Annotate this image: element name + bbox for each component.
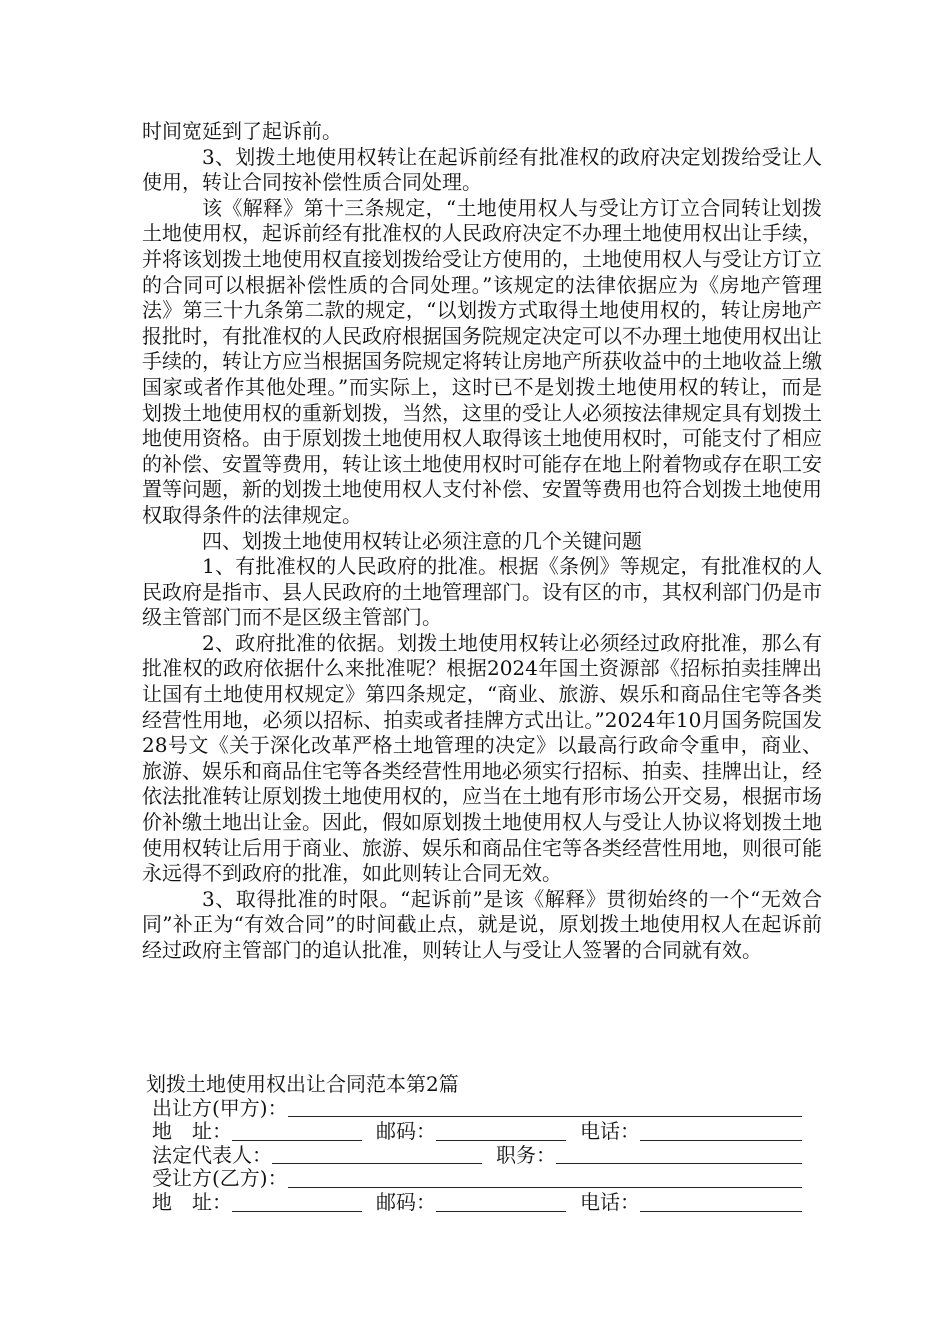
legal-rep-field[interactable] <box>272 1145 482 1164</box>
postcode-field[interactable] <box>436 1122 566 1141</box>
phone-field[interactable] <box>640 1193 802 1212</box>
form-title: 划拨土地使用权出让合同范本第2篇 <box>146 1072 459 1096</box>
transferee-label: 受让方(乙方)： <box>152 1166 288 1191</box>
position-label: 职务： <box>496 1142 556 1167</box>
address-field[interactable] <box>232 1122 362 1141</box>
postcode-label: 邮码： <box>376 1189 436 1214</box>
paragraph: 3、划拨土地使用权转让在起诉前经有批准权的政府决定划拨给受让人使用，转让合同按补偿性质合同处理。 <box>142 144 822 195</box>
transferor-row <box>152 1097 802 1121</box>
address-row-2 <box>152 1191 802 1215</box>
legal-rep-row <box>152 1144 802 1168</box>
legal-rep-label: 法定代表人： <box>152 1142 272 1167</box>
address-row-1 <box>152 1120 802 1144</box>
paragraph: 3、取得批准的时限。“起诉前”是该《解释》贯彻始终的一个“无效合同”补正为“有效合同”的时间截止点，就是说，原划拨土地使用权人在起诉前经过政府主管部门的追认批准，则转让人与受让人签署的合同就有效。 <box>142 886 822 962</box>
form-title-row <box>146 1073 802 1097</box>
transferor-field[interactable] <box>288 1098 802 1117</box>
section-heading: 四、划拨土地使用权转让必须注意的几个关键问题 <box>202 528 642 553</box>
address-field[interactable] <box>232 1193 362 1212</box>
transferee-row <box>152 1167 802 1191</box>
paragraph: 时间宽延到了起诉前。 <box>142 119 342 143</box>
postcode-label: 邮码： <box>376 1119 436 1144</box>
contract-form <box>146 1072 802 1215</box>
paragraph: 该《解释》第十三条规定，“土地使用权人与受让方订立合同转让划拨土地使用权，起诉前经有批准权的人民政府决定不办理土地使用权出让手续，并将该划拨土地使用权直接划拨给受让方使用的，土地使用权人与受让方订立的合同可以根据补偿性质的合同处理。”该规定的法律依据应为《房地产管理法》第三十九条第二款的规定，“以划拨方式取得土地使用权的，转让房地产报批时，有批准权的人民政府根据国务院规定决定可以不办理土地使用权出让手续的，转让方应当根据国务院规定将转让房地产所获收益中的土地收益上缴国家或者作其他处理。”而实际上，这时已不是划拨土地使用权的转让，而是划拨土地使用权的重新划拨，当然，这里的受让人必须按法律规定具有划拨土地使用资格。由于原划拨土地使用权人取得该土地使用权时，可能支付了相应的补偿、安置等费用，转让该土地使用权时可能存在地上附着物或存在职工安置等问题，新的划拨土地使用权人支付补偿、安置等费用也符合划拨土地使用权取得条件的法律规定。 <box>142 195 822 527</box>
transferor-label: 出让方(甲方)： <box>152 1095 288 1120</box>
phone-label: 电话： <box>580 1119 640 1144</box>
postcode-field[interactable] <box>436 1193 566 1212</box>
paragraph: 2、政府批准的依据。划拨土地使用权转让必须经过政府批准，那么有批准权的政府依据什么来批准呢？根据2024年国土资源部《招标拍卖挂牌出让国有土地使用权规定》第四条规定，“商业、旅游、娱乐和商品住宅等各类经营性用地，必须以招标、拍卖或者挂牌方式出让。”2024年10月国务院国发28号文《关于深化改革严格土地管理的决定》以最高行政命令重申，商业、旅游、娱乐和商品住宅等各类经营性用地必须实行招标、拍卖、挂牌出让，经依法批准转让原划拨土地使用权的，应当在土地有形市场公开交易，根据市场价补缴土地出让金。因此，假如原划拨土地使用权人与受让人协议将划拨土地使用权转让后用于商业、旅游、娱乐和商品住宅等各类经营性用地，则很可能永远得不到政府的批准，如此则转让合同无效。 <box>142 630 822 886</box>
position-field[interactable] <box>556 1145 802 1164</box>
address-label: 地 址： <box>152 1189 232 1214</box>
phone-field[interactable] <box>640 1122 802 1141</box>
address-label: 地 址： <box>152 1119 232 1144</box>
transferee-field[interactable] <box>288 1169 802 1188</box>
paragraph: 1、有批准权的人民政府的批准。根据《条例》等规定，有批准权的人民政府是指市、县人民政府的土地管理部门。设有区的市，其权利部门仍是市级主管部门而不是区级主管部门。 <box>142 554 822 630</box>
body-text <box>142 119 822 964</box>
phone-label: 电话： <box>580 1189 640 1214</box>
